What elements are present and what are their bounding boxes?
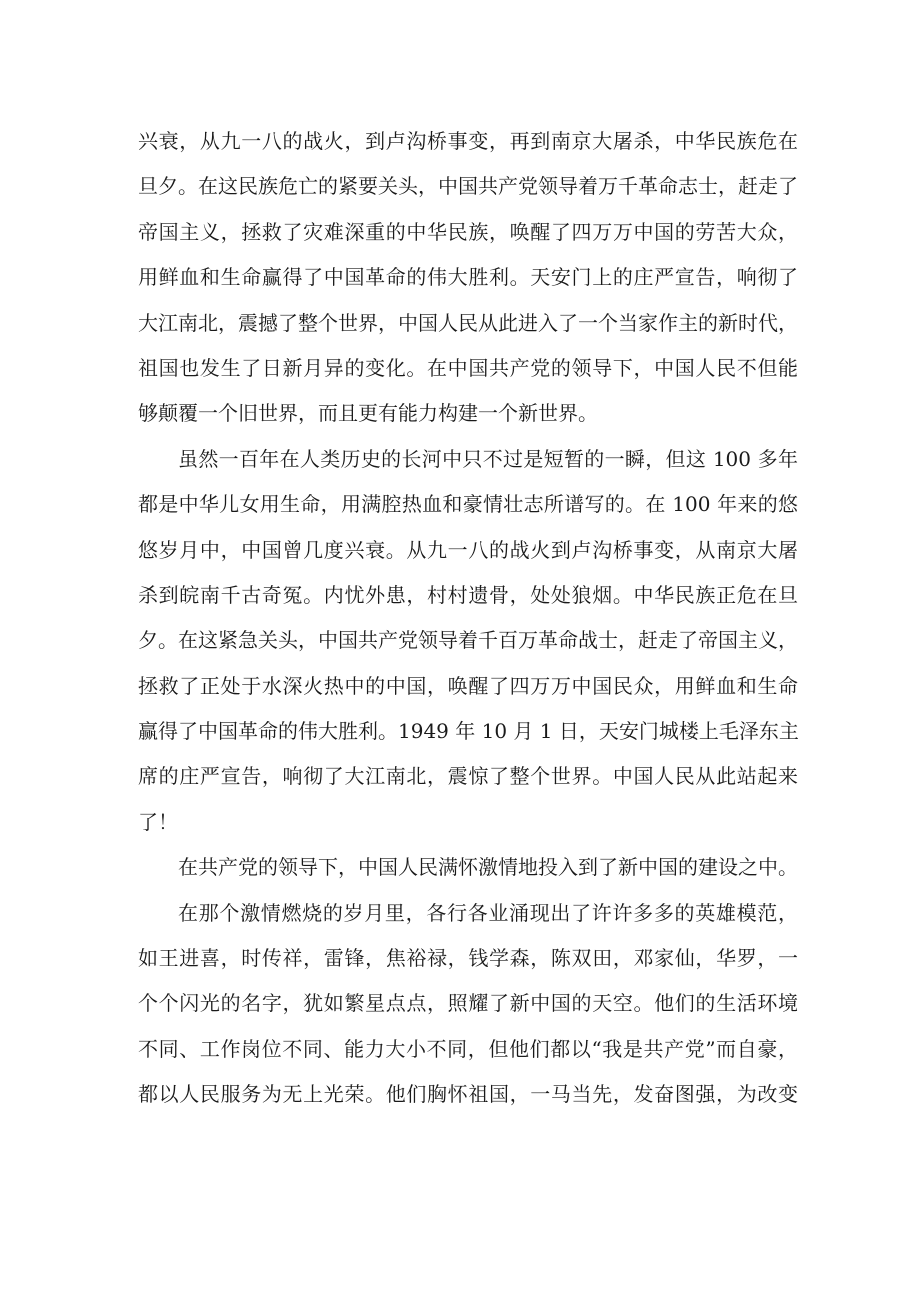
text-line: 都是中华儿女用生命，用满腔热血和豪情壮志所谱写的。在 100 年来的悠	[138, 492, 798, 517]
text-line: 帝国主义，拯救了灾难深重的中华民族，唤醒了四万万中国的劳苦大众，	[138, 219, 798, 244]
body-text	[138, 119, 798, 1118]
text-line: 虽然一百年在人类历史的长河中只不过是短暂的一瞬，但这 100 多年	[178, 446, 798, 471]
text-line: 个个闪光的名字，犹如繁星点点，照耀了新中国的天空。他们的生活环境	[138, 991, 798, 1016]
text-line: 不同、工作岗位不同、能力大小不同，但他们都以“我是共产党”而自豪，	[138, 1036, 798, 1061]
text-line: 在那个激情燃烧的岁月里，各行各业涌现出了许许多多的英雄模范，	[178, 900, 798, 925]
text-line: 夕。在这紧急关头，中国共产党领导着千百万革命战士，赶走了帝国主义，	[138, 628, 798, 653]
text-line: 旦夕。在这民族危亡的紧要关头，中国共产党领导着万千革命志士，赶走了	[138, 174, 798, 199]
text-line: 杀到皖南千古奇冤。内忧外患，村村遗骨，处处狼烟。中华民族正危在旦	[138, 582, 798, 607]
text-line: 了！	[138, 809, 178, 834]
text-line: 大江南北，震撼了整个世界，中国人民从此进入了一个当家作主的新时代，	[138, 310, 798, 335]
text-line: 够颠覆一个旧世界，而且更有能力构建一个新世界。	[138, 401, 598, 426]
text-line: 都以人民服务为无上光荣。他们胸怀祖国，一马当先，发奋图强，为改变	[138, 1082, 798, 1107]
text-line: 用鲜血和生命赢得了中国革命的伟大胜利。天安门上的庄严宣告，响彻了	[138, 265, 798, 290]
text-line: 席的庄严宣告，响彻了大江南北，震惊了整个世界。中国人民从此站起来	[138, 764, 798, 789]
text-line: 兴衰，从九一八的战火，到卢沟桥事变，再到南京大屠杀，中华民族危在	[138, 129, 798, 153]
text-line: 赢得了中国革命的伟大胜利。1949 年 10 月 1 日，天安门城楼上毛泽东主	[138, 719, 799, 744]
text-line: 如王进喜，时传祥，雷锋，焦裕禄，钱学森，陈双田，邓家仙，华罗，一	[138, 946, 798, 971]
text-line: 祖国也发生了日新月异的变化。在中国共产党的领导下，中国人民不但能	[138, 355, 798, 380]
text-line: 在共产党的领导下，中国人民满怀激情地投入到了新中国的建设之中。	[178, 855, 798, 880]
text-line: 拯救了正处于水深火热中的中国，唤醒了四万万中国民众，用鲜血和生命	[138, 673, 798, 698]
text-line: 悠岁月中，中国曾几度兴衰。从九一八的战火到卢沟桥事变，从南京大屠	[138, 537, 798, 562]
